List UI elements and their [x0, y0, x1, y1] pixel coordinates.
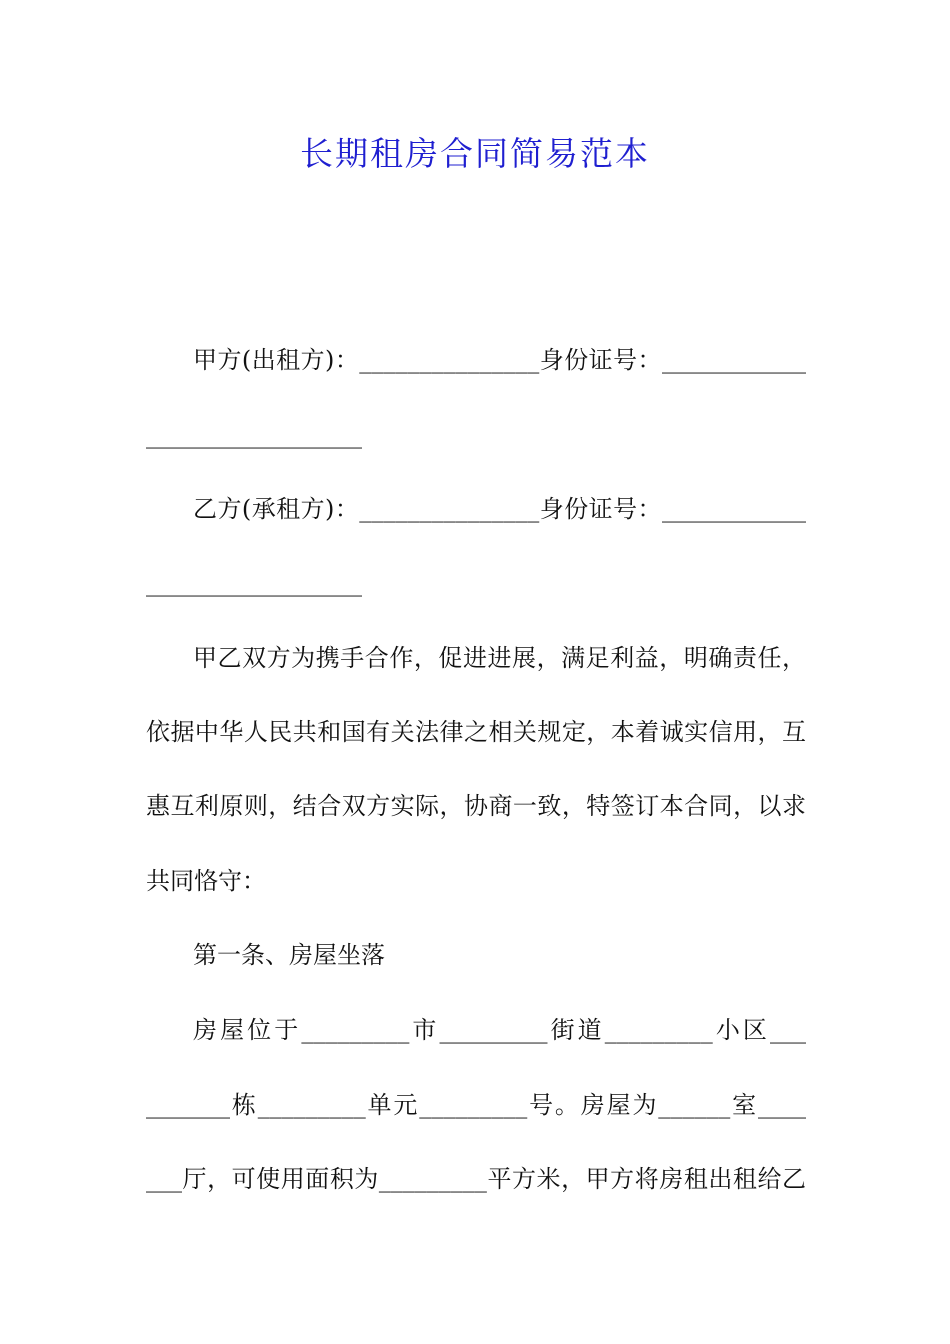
party-b-line: 乙方(承租方)：_______________身份证号：____________	[193, 495, 806, 523]
article-1-line-2: _______栋_________单元_________号。房屋为______室____	[146, 1091, 806, 1119]
article-1-line-3: ___厅，可使用面积为_________平方米，甲方将房租出租给乙	[146, 1165, 806, 1193]
preamble-line-3: 惠互利原则，结合双方实际，协商一致，特签订本合同，以求	[146, 792, 806, 820]
article-1-line-1: 房屋位于_________市_________街道_________小区___	[193, 1016, 806, 1044]
article-1-heading: 第一条、房屋坐落	[193, 941, 385, 969]
party-a-id-continuation: __________________	[146, 421, 362, 449]
party-b-id-continuation: __________________	[146, 569, 362, 597]
party-a-line: 甲方(出租方)：_______________身份证号：____________	[193, 346, 806, 374]
preamble-line-2: 依据中华人民共和国有关法律之相关规定，本着诚实信用，互	[146, 718, 806, 746]
preamble-line-4: 共同恪守：	[146, 867, 266, 895]
document-title: 长期租房合同简易范本	[300, 134, 650, 173]
preamble-line-1: 甲乙双方为携手合作，促进进展，满足利益，明确责任，	[193, 644, 806, 672]
